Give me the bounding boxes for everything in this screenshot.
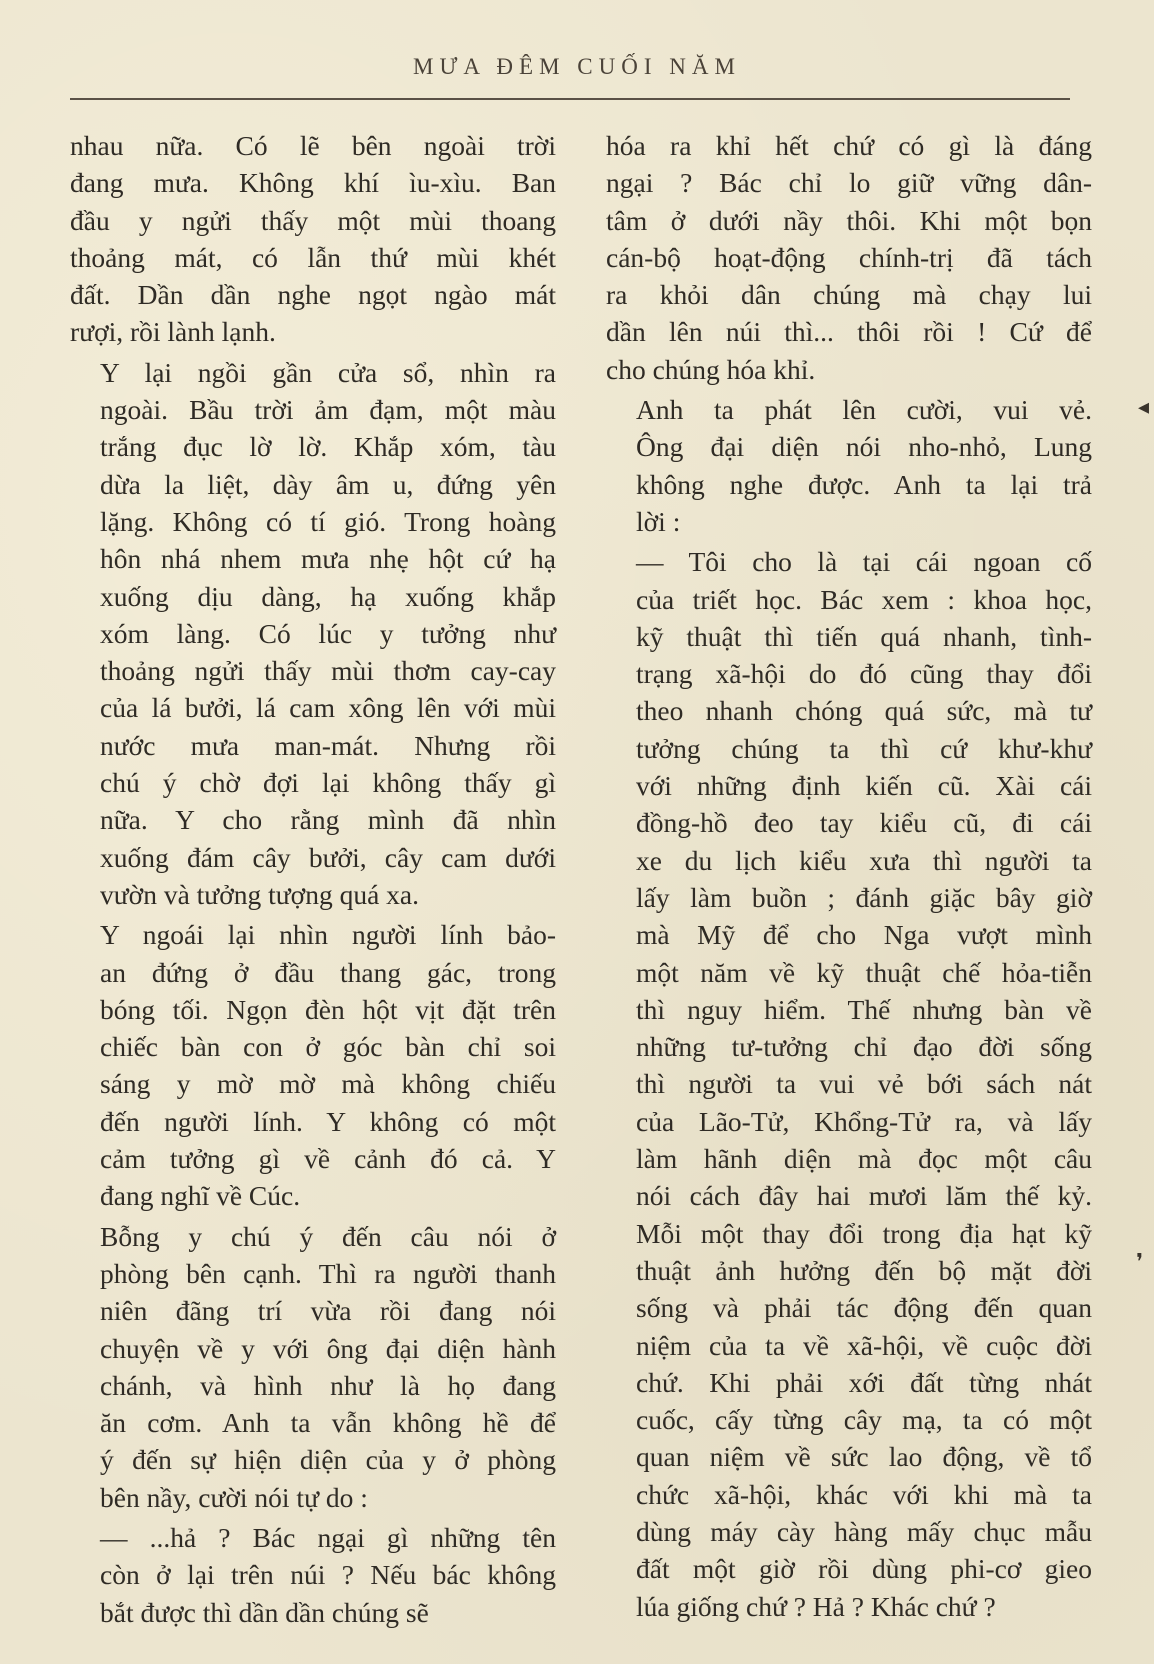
paragraph bbox=[606, 127, 1092, 388]
text-line: xuống dịu dàng, hạ xuống khắp bbox=[100, 580, 556, 612]
text-line: thoảng mát, có lẫn thứ mùi khét bbox=[70, 241, 556, 273]
text-line: xóm làng. Có lúc y tưởng như bbox=[100, 617, 556, 649]
text-line: — ...hả ? Bác ngại gì những tên bbox=[100, 1521, 556, 1553]
right-column bbox=[606, 127, 1092, 1628]
text-line: xe du lịch kiểu xưa thì người ta bbox=[636, 844, 1092, 876]
paragraph bbox=[70, 916, 556, 1214]
text-line: nước mưa man-mát. Nhưng rồi bbox=[100, 729, 556, 761]
text-line: cán-bộ hoạt-động chính-trị đã tách bbox=[606, 241, 1092, 273]
left-column bbox=[70, 127, 556, 1634]
text-line: hóa ra khỉ hết chứ có gì là đáng bbox=[606, 130, 1092, 161]
text-line: nữa. Y cho rằng mình đã nhìn bbox=[100, 804, 556, 836]
text-line: đồng-hồ đeo tay kiểu cũ, đi cái bbox=[636, 807, 1092, 839]
text-line: an đứng ở đầu thang gác, trong bbox=[100, 956, 556, 988]
text-line: phòng bên cạnh. Thì ra người thanh bbox=[100, 1257, 556, 1289]
text-line: bóng tối. Ngọn đèn hột vịt đặt trên bbox=[100, 993, 556, 1025]
text-line: Anh ta phát lên cười, vui vẻ. bbox=[636, 394, 1092, 426]
text-line: niên đãng trí vừa rồi đang nói bbox=[100, 1295, 556, 1327]
text-line: ra khỏi dân chúng mà chạy lui bbox=[606, 279, 1092, 311]
text-line: hôn nhá nhem mưa nhẹ hột cứ hạ bbox=[100, 543, 556, 575]
text-line: sáng y mờ mờ mà không chiếu bbox=[100, 1068, 556, 1100]
text-line: ngại ? Bác chỉ lo giữ vững dân- bbox=[606, 167, 1092, 199]
text-line: của triết học. Bác xem : khoa học, bbox=[636, 583, 1092, 615]
text-line: của Lão-Tử, Khổng-Tử ra, và lấy bbox=[636, 1105, 1092, 1137]
text-line: Y ngoái lại nhìn người lính bảo- bbox=[100, 919, 556, 951]
text-line: bắt được thì dần dần chúng sẽ bbox=[100, 1596, 429, 1628]
text-line: lặng. Không có tí gió. Trong hoàng bbox=[100, 505, 556, 537]
text-line: kỹ thuật thì tiến quá nhanh, tình- bbox=[636, 620, 1092, 652]
text-line: đầu y ngửi thấy một mùi thoang bbox=[70, 204, 556, 236]
paragraph bbox=[70, 354, 556, 913]
text-line: niệm của ta về xã-hội, về cuộc đời bbox=[636, 1329, 1092, 1361]
text-line: sống và phải tác động đến quan bbox=[636, 1292, 1092, 1324]
text-line: đất một giờ rồi dùng phi-cơ gieo bbox=[636, 1553, 1092, 1585]
text-line: xuống đám cây bưởi, cây cam dưới bbox=[100, 841, 556, 873]
text-line: chánh, và hình như là họ đang bbox=[100, 1369, 556, 1401]
text-line: ý đến sự hiện diện của y ở phòng bbox=[100, 1444, 556, 1476]
text-line: một năm về kỹ thuật chế hỏa-tiễn bbox=[636, 956, 1092, 988]
text-line: lúa giống chứ ? Hả ? Khác chứ ? bbox=[636, 1590, 996, 1622]
text-line: đất. Dần dần nghe ngọt ngào mát bbox=[70, 279, 556, 311]
text-line: chiếc bàn con ở góc bàn chỉ soi bbox=[100, 1031, 556, 1063]
text-line: cảm tưởng gì về cảnh đó cả. Y bbox=[100, 1143, 556, 1175]
text-line: theo nhanh chóng quá sức, mà tư bbox=[636, 695, 1092, 727]
margin-mark: ◂ bbox=[1138, 395, 1150, 420]
text-line: nói cách đây hai mươi lăm thế kỷ. bbox=[636, 1180, 1092, 1212]
text-line: dùng máy cày hàng mấy chục mẫu bbox=[636, 1515, 1092, 1547]
text-line: còn ở lại trên núi ? Nếu bác không bbox=[100, 1559, 556, 1591]
margin-mark: ❜ bbox=[1136, 1250, 1144, 1275]
text-line: làm hãnh diện mà đọc một câu bbox=[636, 1143, 1092, 1175]
text-line: dừa la liệt, dày âm u, đứng yên bbox=[100, 468, 556, 500]
text-line: chuyện về y với ông đại diện hành bbox=[100, 1332, 556, 1364]
text-line: chứ. Khi phải xới đất từng nhát bbox=[636, 1366, 1092, 1398]
text-line: Ông đại diện nói nho-nhỏ, Lung bbox=[636, 431, 1092, 463]
header-rule bbox=[70, 98, 1070, 100]
text-line: ăn cơm. Anh ta vẫn không hề để bbox=[100, 1407, 556, 1439]
running-head: MƯA ĐÊM CUỐI NĂM bbox=[413, 54, 741, 79]
paragraph bbox=[70, 1519, 556, 1631]
text-line: ngoài. Bầu trời ảm đạm, một màu bbox=[100, 394, 556, 426]
text-line: thì người ta vui vẻ bới sách nát bbox=[636, 1068, 1092, 1100]
text-line: tâm ở dưới nầy thôi. Khi một bọn bbox=[606, 204, 1092, 236]
text-line: dần lên núi thì... thôi rồi ! Cứ để bbox=[606, 316, 1092, 348]
text-line: chức xã-hội, khác với khi mà ta bbox=[636, 1478, 1092, 1510]
text-line: với những định kiến cũ. Xài cái bbox=[636, 770, 1092, 802]
text-line: nhau nữa. Có lẽ bên ngoài trời bbox=[70, 130, 556, 161]
text-line: tưởng chúng ta thì cứ khư-khư bbox=[636, 732, 1092, 764]
text-line: quan niệm về sức lao động, về tổ bbox=[636, 1441, 1092, 1473]
text-line: trắng đục lờ lờ. Khắp xóm, tàu bbox=[100, 431, 556, 463]
text-line: của lá bưởi, lá cam xông lên với mùi bbox=[100, 692, 556, 724]
text-line: không nghe được. Anh ta lại trả bbox=[636, 468, 1092, 500]
paragraph bbox=[70, 127, 556, 351]
text-line: cuốc, cấy từng cây mạ, ta có một bbox=[636, 1404, 1092, 1436]
text-line: Y lại ngồi gần cửa sổ, nhìn ra bbox=[100, 356, 556, 388]
paragraph bbox=[606, 543, 1092, 1625]
text-line: chú ý chờ đợi lại không thấy gì bbox=[100, 767, 556, 799]
paragraph bbox=[606, 391, 1092, 540]
text-line: thuật ảnh hưởng đến bộ mặt đời bbox=[636, 1254, 1092, 1286]
text-line: lời : bbox=[636, 505, 681, 537]
text-line: những tư-tưởng chỉ đạo đời sống bbox=[636, 1031, 1092, 1063]
text-line: — Tôi cho là tại cái ngoan cố bbox=[636, 546, 1092, 578]
text-line: rượi, rồi lành lạnh. bbox=[70, 316, 276, 348]
text-line: mà Mỹ để cho Nga vượt mình bbox=[636, 919, 1092, 951]
text-line: Mỗi một thay đổi trong địa hạt kỹ bbox=[636, 1217, 1092, 1249]
text-line: đến người lính. Y không có một bbox=[100, 1105, 556, 1137]
text-line: Bỗng y chú ý đến câu nói ở bbox=[100, 1220, 556, 1252]
text-line: đang nghĩ về Cúc. bbox=[100, 1180, 301, 1212]
text-line: thì nguy hiểm. Thế nhưng bàn về bbox=[636, 993, 1092, 1025]
text-line: bên nầy, cười nói tự do : bbox=[100, 1481, 368, 1513]
paragraph bbox=[70, 1218, 556, 1516]
text-line: cho chúng hóa khỉ. bbox=[606, 353, 816, 385]
text-line: vườn và tưởng tượng quá xa. bbox=[100, 878, 419, 910]
text-line: đang mưa. Không khí ìu-xìu. Ban bbox=[70, 167, 556, 199]
text-line: thoảng ngửi thấy mùi thơm cay-cay bbox=[100, 655, 556, 687]
text-line: lấy làm buồn ; đánh giặc bây giờ bbox=[636, 881, 1092, 913]
text-line: trạng xã-hội do đó cũng thay đổi bbox=[636, 658, 1092, 690]
